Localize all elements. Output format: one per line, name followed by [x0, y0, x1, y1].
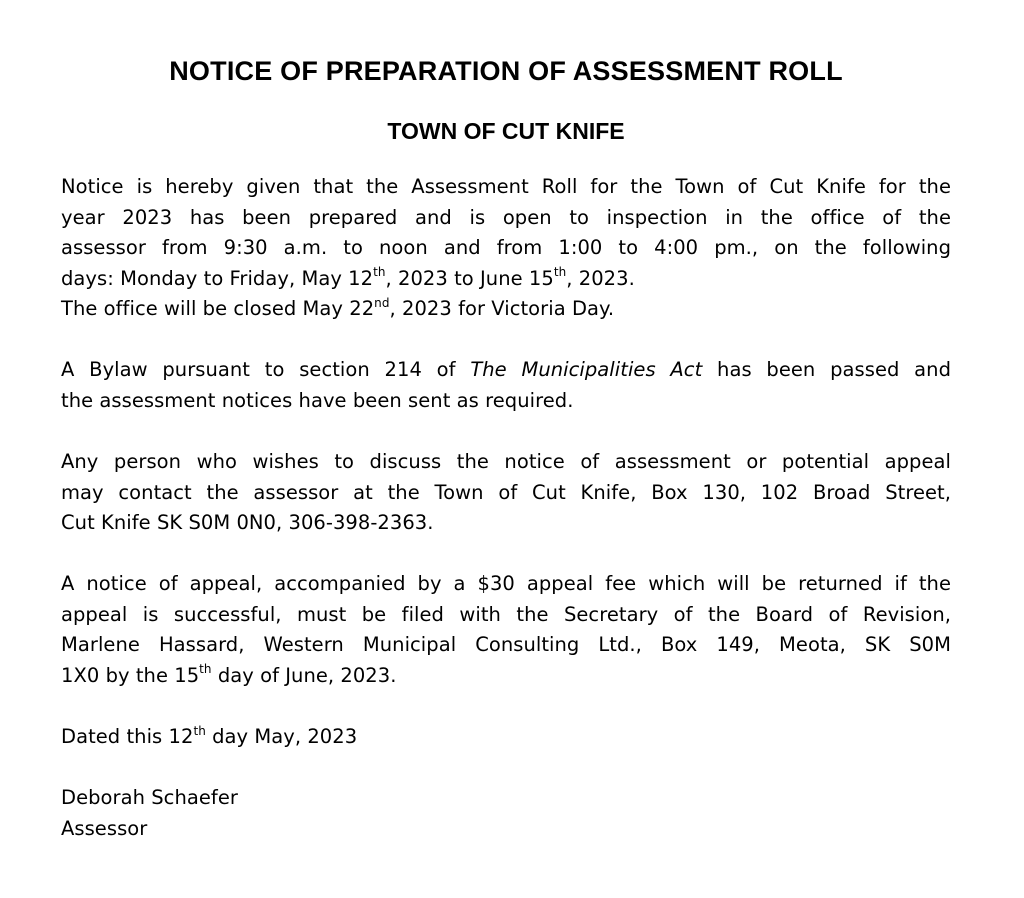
paragraph-line: the assessment notices have been sent as required. — [61, 388, 574, 412]
paragraph-line: Notice is hereby given that the Assessment Roll for the Town of Cut Knife for the — [61, 175, 951, 198]
signature-block — [61, 783, 951, 844]
text-segment: , 2023 to June 15 — [385, 266, 554, 290]
contact-paragraph — [61, 447, 951, 539]
paragraph-line: assessor from 9:30 a.m. to noon and from 1:00 to 4:00 pm., on the following — [61, 236, 951, 259]
text-segment: 1X0 by the 15 — [61, 663, 200, 687]
paragraph-line: Cut Knife SK S0M 0N0, 306-398-2363. — [61, 511, 434, 534]
bylaw-paragraph — [61, 355, 951, 416]
text-segment: The office will be closed May 22 — [61, 297, 375, 320]
text-segment: day May, 2023 — [205, 725, 358, 748]
notice-title: NOTICE OF PREPARATION OF ASSESSMENT ROLL — [169, 56, 843, 86]
ordinal-suffix: th — [373, 265, 386, 279]
paragraph-line: Any person who wishes to discuss the notice of assessment or potential appeal — [61, 450, 951, 473]
appeal-paragraph — [61, 569, 951, 691]
ordinal-suffix: nd — [374, 295, 390, 310]
paragraph-line — [61, 264, 951, 295]
paragraph-line: A notice of appeal, accompanied by a $30 appeal fee which will be returned if the — [61, 572, 951, 595]
inspection-paragraph — [61, 172, 951, 325]
ordinal-suffix: th — [553, 265, 567, 279]
notice-subtitle: TOWN OF CUT KNIFE — [387, 118, 625, 144]
paragraph-line — [61, 722, 951, 753]
dated-line — [61, 722, 951, 753]
ordinal-suffix: th — [193, 723, 206, 738]
paragraph-line: may contact the assessor at the Town of Cut Knife, Box 130, 102 Broad Street, — [61, 480, 951, 504]
paragraph-line: appeal is successful, must be filed with the Secretary of the Board of Revision, — [61, 602, 951, 626]
paragraph-line — [61, 661, 951, 692]
text-segment: Dated this 12 — [61, 725, 194, 748]
paragraph-line — [61, 355, 951, 386]
text-segment: day of June, 2023. — [211, 663, 397, 687]
text-segment: A Bylaw pursuant to section 214 of — [61, 358, 471, 381]
paragraph-line: Marlene Hassard, Western Municipal Consulting Ltd., Box 149, Meota, SK S0M — [61, 633, 951, 656]
text-segment: days: Monday to Friday, May 12 — [61, 266, 374, 290]
paragraph-line: year 2023 has been prepared and is open to inspection in the office of the — [61, 205, 951, 229]
signatory-name: Deborah Schaefer — [61, 786, 238, 809]
text-segment: , 2023 for Victoria Day. — [389, 297, 615, 320]
paragraph-line — [61, 294, 951, 325]
text-segment: has been passed and — [702, 358, 952, 381]
act-title: The Municipalities Act — [470, 358, 703, 381]
text-segment: , 2023. — [566, 266, 635, 290]
signatory-role: Assessor — [61, 816, 148, 840]
ordinal-suffix: th — [199, 662, 212, 676]
